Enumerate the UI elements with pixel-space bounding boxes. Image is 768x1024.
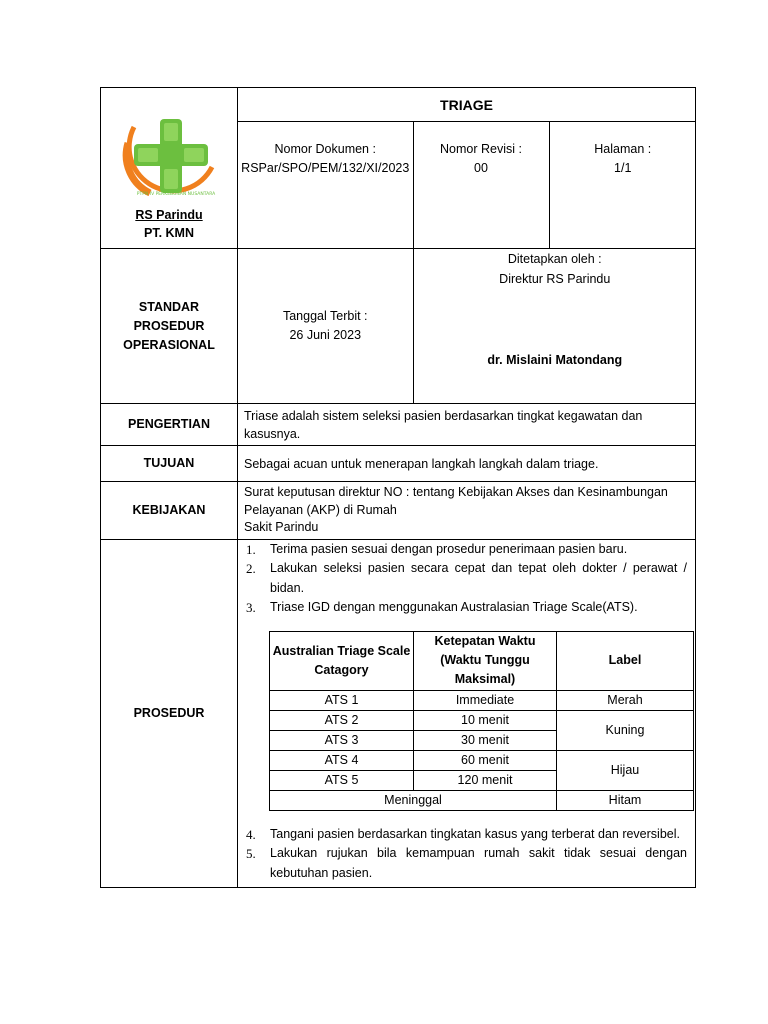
kebijakan-text	[238, 482, 696, 540]
page-label: Halaman :	[594, 142, 652, 156]
step-text: Lakukan rujukan bila kemampuan rumah sakit tidak sesuai dengan kebutuhan pasien.	[270, 846, 687, 880]
procedure-step	[246, 540, 687, 560]
ats-header-label: Label	[557, 631, 694, 690]
page-value: 1/1	[614, 161, 632, 175]
prosedur-content	[238, 539, 696, 888]
ats-time: 30 menit	[414, 730, 557, 750]
sop-label	[101, 249, 238, 404]
procedure-list-a	[238, 540, 695, 618]
issue-date-cell	[238, 249, 413, 403]
revision-cell	[413, 122, 549, 248]
step-number: 3.	[246, 600, 256, 615]
procedure-step	[246, 825, 687, 845]
ats-header-time: Ketepatan Waktu (Waktu Tunggu Maksimal)	[414, 631, 557, 690]
logo-cell	[101, 88, 238, 249]
procedure-step	[246, 559, 687, 598]
ats-header-category: Australian Triage Scale Catagory	[270, 631, 414, 690]
company-name: PT. KMN	[144, 225, 194, 240]
issue-date-label: Tanggal Terbit :	[282, 309, 368, 323]
sop-label-line1: STANDAR	[138, 299, 200, 314]
ats-label-kuning: Kuning	[557, 710, 694, 750]
hospital-logo-icon	[120, 113, 218, 199]
ats-category: ATS 4	[270, 750, 414, 770]
doc-number-value: RSPar/SPO/PEM/132/XI/2023	[241, 161, 410, 175]
step-text: Triase IGD dengan menggunakan Australasian Triage Scale(ATS).	[270, 600, 638, 614]
ats-category: ATS 2	[270, 710, 414, 730]
ats-category: ATS 5	[270, 770, 414, 790]
document-title: TRIAGE	[238, 88, 696, 122]
ats-table	[269, 631, 694, 811]
ats-category: ATS 1	[270, 690, 414, 710]
ats-label-merah: Merah	[557, 690, 694, 710]
ats-deceased: Meninggal	[270, 790, 557, 810]
revision-value: 00	[474, 161, 488, 175]
step-number: 5.	[246, 846, 256, 861]
ats-time: Immediate	[414, 690, 557, 710]
ats-time: 60 menit	[414, 750, 557, 770]
ats-time: 120 menit	[414, 770, 557, 790]
kebijakan-label: KEBIJAKAN	[101, 482, 238, 540]
kebijakan-line2: Sakit Parindu	[244, 520, 319, 534]
step-text: Terima pasien sesuai dengan prosedur penerimaan pasien baru.	[270, 541, 628, 556]
sop-detail	[238, 249, 696, 403]
ats-label-hitam: Hitam	[557, 790, 694, 810]
step-number: 4.	[246, 826, 256, 842]
signatory-name: dr. Mislaini Matondang	[487, 353, 623, 367]
pengertian-text: Triase adalah sistem seleksi pasien berdasarkan tingkat kegawatan dan kasusnya.	[238, 404, 696, 446]
hospital-name: RS Parindu	[135, 207, 203, 222]
step-number: 2.	[246, 561, 256, 576]
revision-label: Nomor Revisi :	[440, 142, 522, 156]
kebijakan-line1: Surat keputusan direktur NO : tentang Kebijakan Akses dan Kesinambungan Pelayanan (AKP) di Rumah	[244, 485, 668, 517]
approval-cell	[413, 249, 696, 403]
pengertian-label: PENGERTIAN	[101, 404, 238, 446]
procedure-step	[246, 844, 687, 883]
document-meta-cell	[238, 122, 696, 249]
procedure-list-b	[238, 825, 695, 888]
set-by-label: Ditetapkan oleh :	[507, 252, 602, 266]
procedure-step	[246, 598, 687, 618]
tujuan-text: Sebagai acuan untuk menerapan langkah langkah dalam triage.	[238, 446, 696, 482]
ats-category: ATS 3	[270, 730, 414, 750]
sop-label-line3: OPERASIONAL	[123, 337, 215, 352]
page-cell	[549, 122, 696, 248]
tujuan-label: TUJUAN	[101, 446, 238, 482]
ats-time: 10 menit	[414, 710, 557, 730]
step-text: Tangani pasien berdasarkan tingkatan kasus yang terberat dan reversibel.	[270, 826, 680, 841]
sop-detail-cell	[238, 249, 696, 404]
doc-number-cell	[238, 122, 413, 248]
doc-number-label: Nomor Dokumen :	[274, 142, 376, 156]
logo-text: PTPN IV PERKEBUNAN NUSANTARA	[136, 191, 216, 197]
sop-label-line2: PROSEDUR	[133, 318, 205, 333]
step-text: Lakukan seleksi pasien secara cepat dan tepat oleh dokter / perawat / bidan.	[270, 561, 687, 595]
issue-date-value: 26 Juni 2023	[289, 328, 362, 342]
document-meta	[238, 122, 696, 248]
prosedur-label: PROSEDUR	[101, 539, 238, 888]
sop-document-table	[100, 87, 696, 888]
set-by-role: Direktur RS Parindu	[499, 272, 611, 286]
ats-label-hijau: Hijau	[557, 750, 694, 790]
step-number: 1.	[246, 541, 256, 557]
